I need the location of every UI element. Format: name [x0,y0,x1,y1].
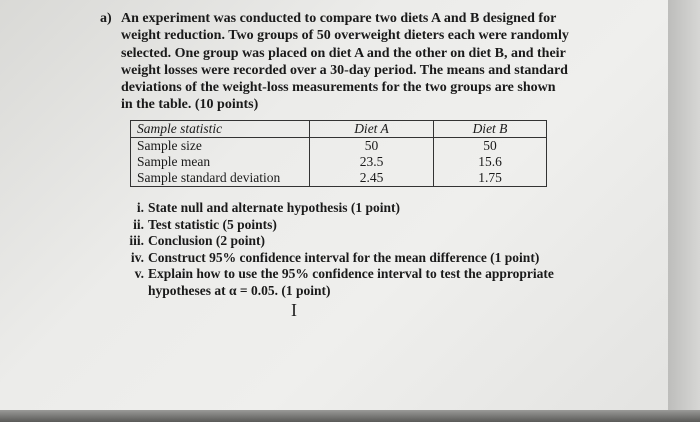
header-cell: Diet B [434,121,547,138]
item-text: Explain how to use the 95% confidence interval to test the appropriate hypotheses at α = 0.05. (1 point) [148,266,554,298]
list-item [100,217,570,234]
item-text: State null and alternate hypothesis (1 point) [148,200,401,215]
list-item [100,250,570,267]
list-item [100,233,570,250]
item-number: ii. [133,216,144,232]
table-cell: 23.5 [310,154,434,170]
table-row [131,154,547,170]
item-text: Test statistic (5 points) [148,216,277,232]
header-cell: Diet A [310,121,434,138]
table-cell: 2.45 [310,170,434,187]
text-cursor-icon: I [291,300,297,320]
table-cell: 15.6 [478,154,502,169]
item-number: i. [136,200,144,215]
question-label: a) [100,11,112,26]
table-row [131,170,547,187]
table-row [131,138,547,155]
question-body: An experiment was conducted to compare two diets A and B designed for weight reduction. Two groups of 50 overweight dieters each were randomly selected. One group was placed on diet A and the other on diet B, and their weight losses were recorded over a 30-day period. The means and standard deviations of the weight-loss measurements for the two groups are shown in the table. [121,11,569,113]
item-number: iii. [129,233,144,248]
table-header-row [131,121,547,138]
table-cell: Sample standard deviation [131,170,310,187]
item-text: Construct 95% confidence interval for the mean difference (1 point) [148,249,540,265]
screen-bottom-edge [0,410,700,422]
question-text [121,10,570,114]
table-cell: 50 [310,138,434,155]
header-cell: Sample statistic [131,121,310,138]
table-cell: Sample mean [131,154,310,170]
item-text: Conclusion (2 point) [148,233,266,248]
table-cell: 1.75 [478,170,502,185]
sub-questions-list [100,200,570,299]
item-number: iv. [130,249,144,265]
list-item [100,200,570,217]
question-points: (10 points) [194,97,259,113]
list-item [100,266,570,299]
item-number: v. [134,266,144,281]
table-cell: 50 [483,138,497,153]
table-cell: Sample size [131,138,310,155]
question-a [100,10,570,114]
screen-bezel [668,0,700,422]
statistics-table [130,120,547,187]
